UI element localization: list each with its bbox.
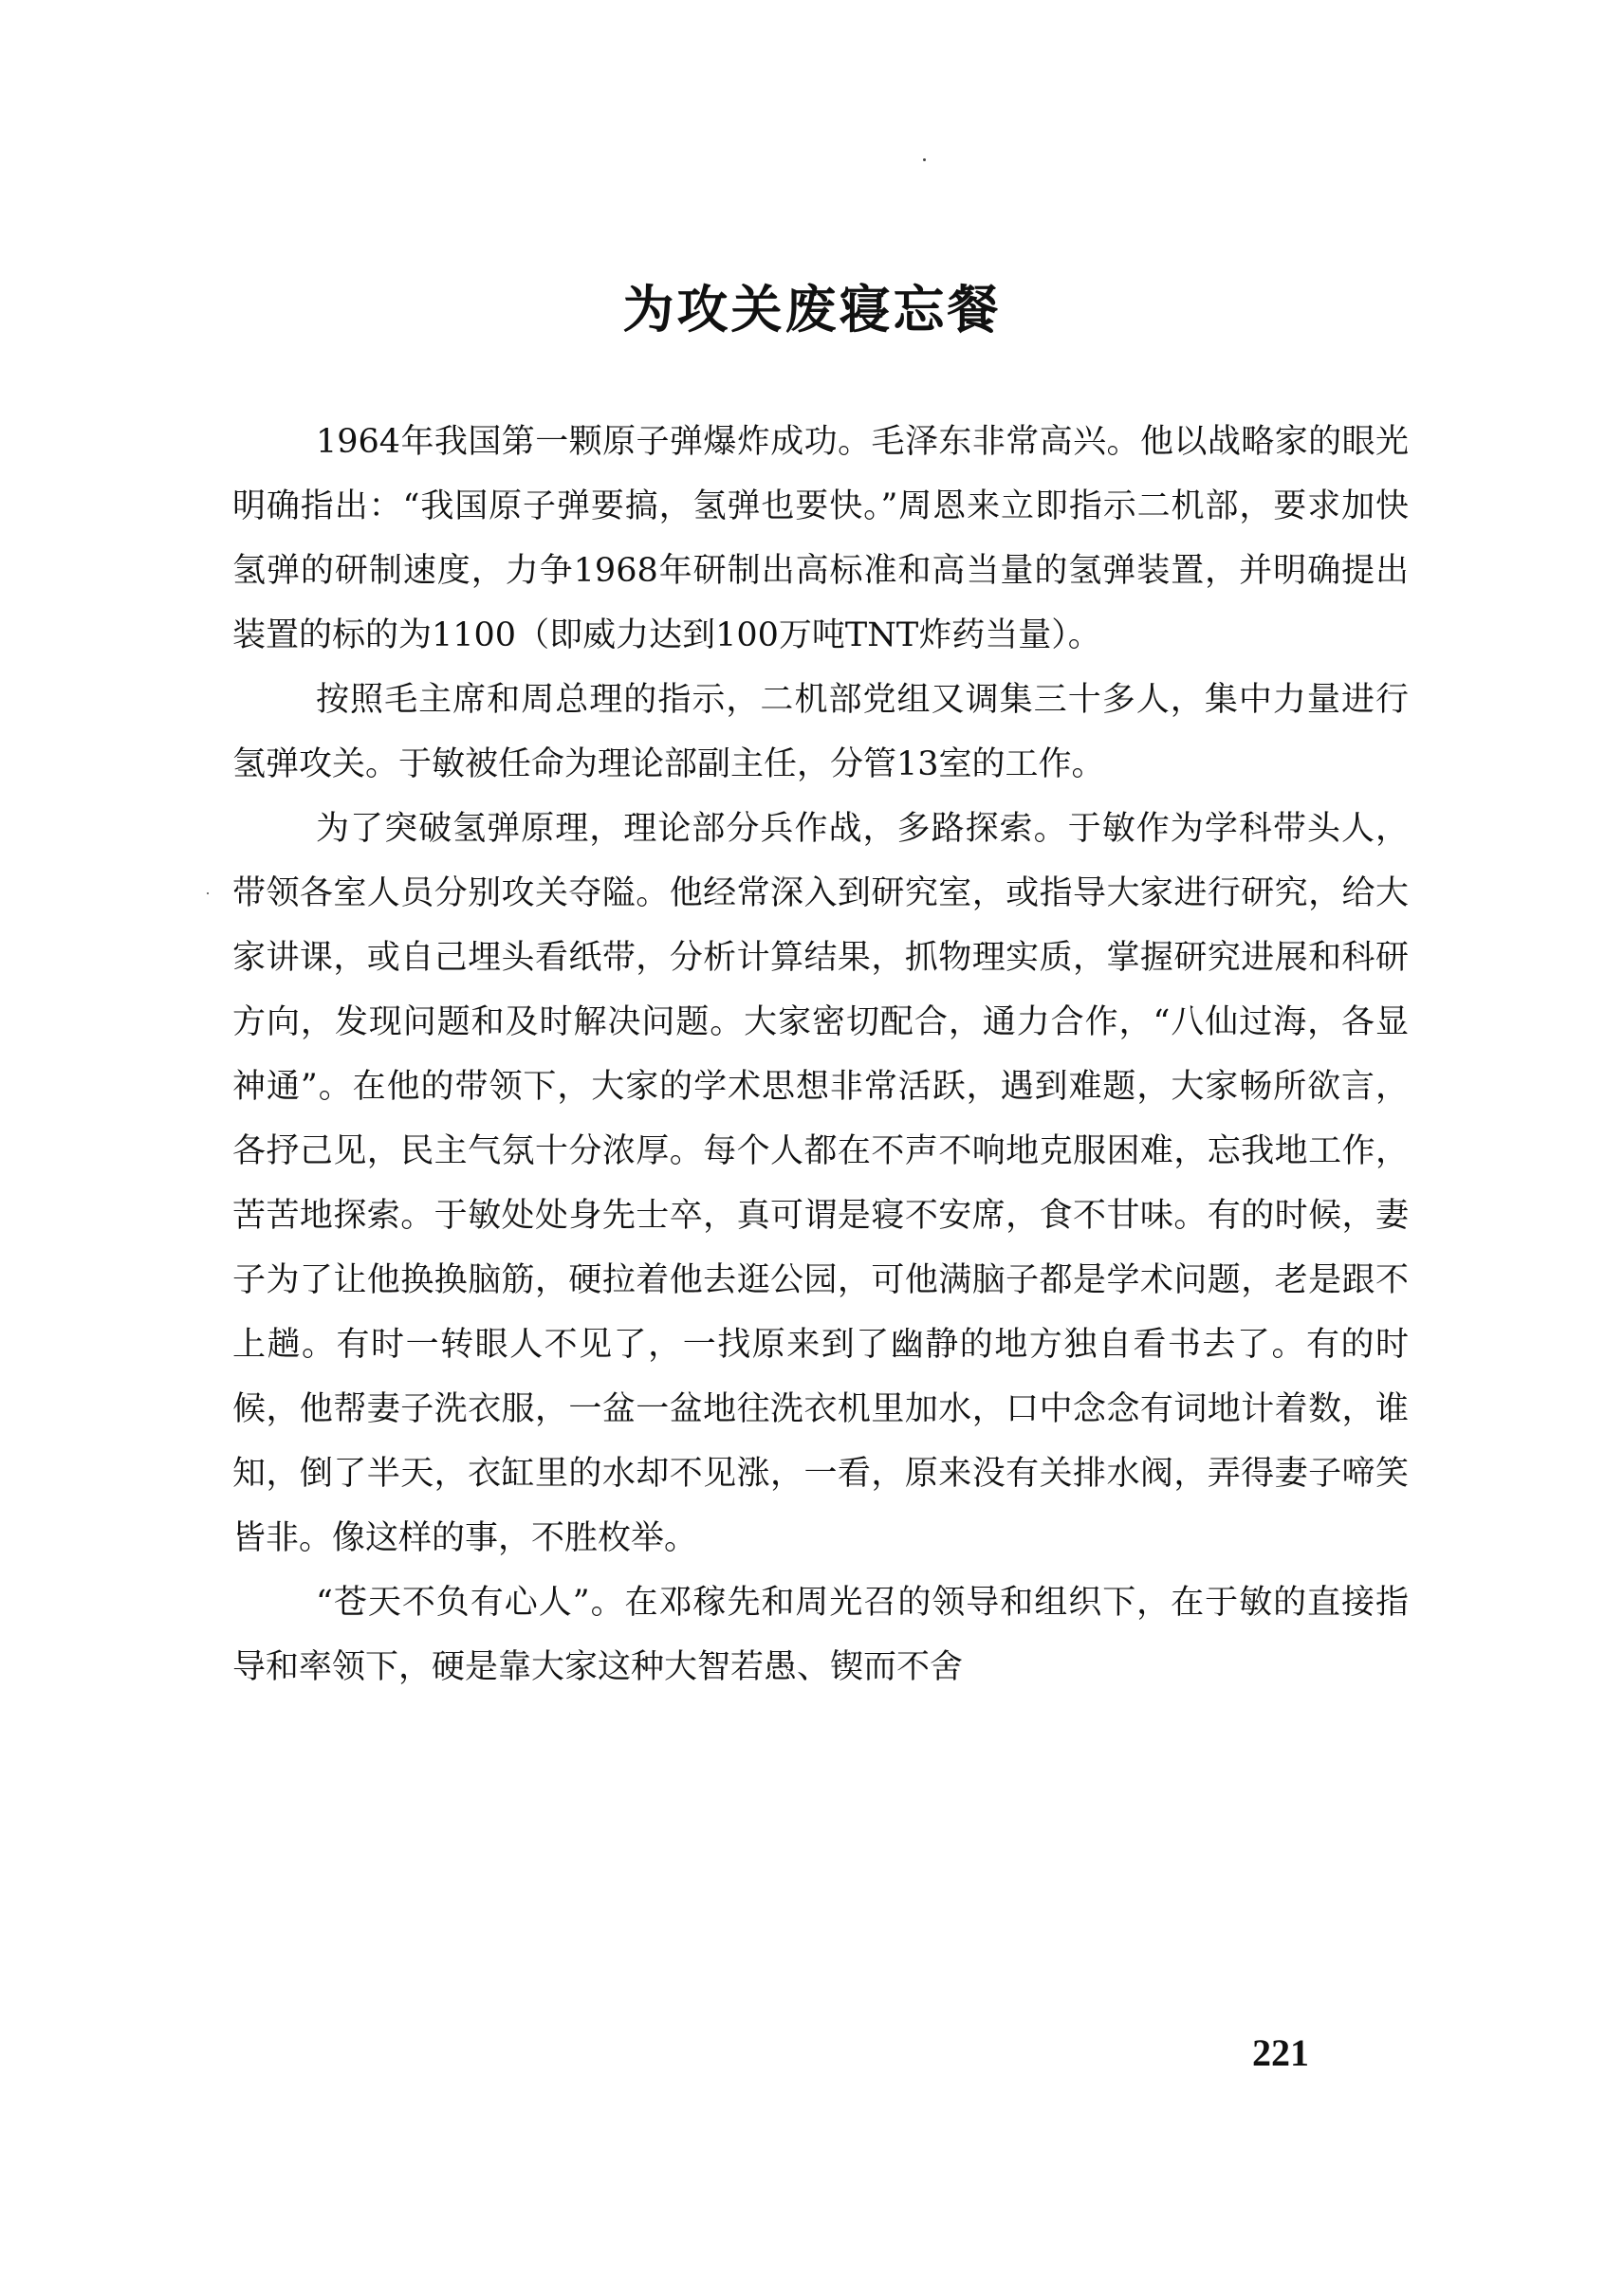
scan-speck [207,892,209,894]
page-title: 为攻关废寝忘餐 [622,280,1002,340]
page-number: 221 [1252,2031,1309,2074]
paragraph-4: “苍天不负有心人”。在邓稼先和周光召的领导和组织下，在于敏的直接指导和率领下，硬是靠大家这种大智若愚、锲而不舍 [232,1584,1409,1686]
paragraph-3: 为了突破氢弹原理，理论部分兵作战，多路探索。于敏作为学科带头人，带领各室人员分别攻关夺隘。他经常深入到研究室，或指导大家进行研究，给大家讲课，或自己埋头看纸带，分析计算结果，抓物理实质，掌握研究进展和科研方向，发现问题和及时解决问题。大家密切配合，通力合作，“八仙过海，各显神通”。在他的带领下，大家的学术思想非常活跃，遇到难题，大家畅所欲言，各抒己见，民主气氛十分浓厚。每个人都在不声不响地克服困难，忘我地工作，苦苦地探索。于敏处处身先士卒，真可谓是寝不安席，食不甘味。有的时候，妻子为了让他换换脑筋，硬拉着他去逛公园，可他满脑子都是学术问题，老是跟不上趟。有时一转眼人不见了，一找原来到了幽静的地方独自看书去了。有的时候，他帮妻子洗衣服，一盆一盆地往洗衣机里加水，口中念念有词地计着数，谁知，倒了半天，衣缸里的水却不见涨，一看，原来没有关排水阀，弄得妻子啼笑皆非。像这样的事，不胜枚举。 [232,810,1409,1557]
paragraph-2: 按照毛主席和周总理的指示，二机部党组又调集三十多人，集中力量进行氢弹攻关。于敏被任命为理论部副主任，分管13室的工作。 [232,681,1409,783]
scan-speck [923,158,926,161]
paragraph-1: 1964年我国第一颗原子弹爆炸成功。毛泽东非常高兴。他以战略家的眼光明确指出：“我国原子弹要搞，氢弹也要快。”周恩来立即指示二机部，要求加快氢弹的研制速度，力争1968年研制出高标准和高当量的氢弹装置，并明确提出装置的标的为1100（即威力达到100万吨TNT炸药当量）。 [232,423,1409,654]
body-text [232,410,1409,1699]
